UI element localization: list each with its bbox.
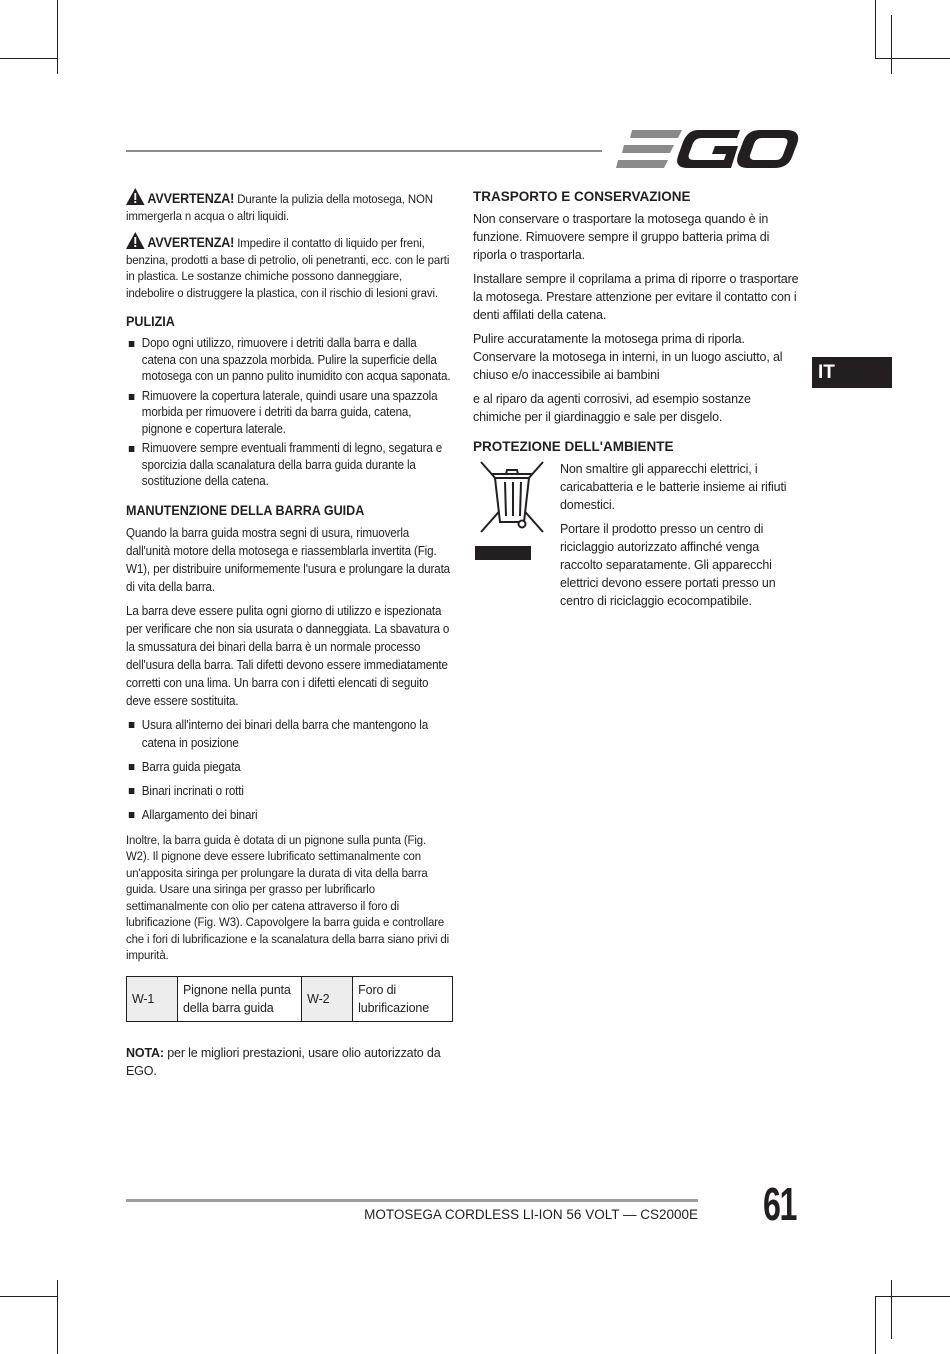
paragraph: La barra deve essere pulita ogni giorno di utilizzo e ispezionata per verificare che non sia usurata o danneggiata. La sbavatura o la smussatura dei binari della barra è un normale processo dell'usura della barra. Tali difetti devono essere immediatamente corretti con una lima. Un barra con i difetti elencati di seguito deve essere sostituita. bbox=[126, 603, 450, 708]
section-heading-trasporto: TRASPORTO E CONSERVAZIONE bbox=[473, 189, 691, 204]
defects-list bbox=[126, 716, 452, 824]
weee-icon bbox=[473, 460, 560, 616]
crop-mark bbox=[57, 1280, 58, 1354]
warning-plastic bbox=[126, 232, 452, 301]
warning-text: Impedire il contatto di liquido per freni, benzina, prodotti a base di petrolio, oli penetranti, ecc. con le parti in plastica. Le sostanze chimiche possono danneggiare, indebolire o distruggere la plastica, con il rischio di lesioni gravi. bbox=[126, 236, 450, 300]
footer-rule bbox=[126, 1199, 698, 1202]
warning-triangle-icon bbox=[126, 232, 145, 249]
crop-mark bbox=[875, 1296, 876, 1354]
legend-code: W-2 bbox=[302, 976, 353, 1021]
crop-mark bbox=[0, 58, 58, 59]
list-item: Dopo ogni utilizzo, rimuovere i detriti dalla barra e dalla catena con una spazzola morbida. Pulire la superficie della motosega con un panno pulito inumidito con acqua saponata. bbox=[126, 335, 452, 385]
paragraph: Installare sempre il coprilama a prima di riporre o trasportare la motosega. Prestare attenzione per evitare il contatto con i denti affilati della catena. bbox=[473, 272, 799, 322]
note-text: per le migliori prestazioni, usare olio autorizzato da EGO. bbox=[126, 1045, 441, 1078]
crop-mark bbox=[875, 0, 876, 58]
page-number: 61 bbox=[763, 1178, 797, 1230]
header-rule bbox=[126, 150, 602, 152]
table-row bbox=[127, 976, 453, 1021]
list-item: Allargamento dei binari bbox=[126, 806, 452, 824]
section-heading-pulizia: PULIZIA bbox=[126, 314, 175, 329]
paragraph: Pulire accuratamente la motosega prima di riporla. Conservare la motosega in interni, in un luogo asciutto, al chiuso e/o inaccessibile ai bambini bbox=[473, 332, 783, 382]
list-item: Usura all'interno dei binari della barra che mantengono la catena in posizione bbox=[126, 716, 452, 752]
crop-mark bbox=[0, 1296, 58, 1297]
warning-cleaning bbox=[126, 188, 452, 224]
warning-triangle-icon bbox=[126, 188, 145, 205]
crop-mark bbox=[891, 15, 892, 74]
paragraph: e al riparo da agenti corrosivi, ad esempio sostanze chimiche per il giardinaggio e sale per disgelo. bbox=[473, 392, 751, 424]
crop-mark bbox=[875, 1296, 950, 1297]
warning-text: Durante la pulizia della motosega, NON immergerla n acqua o altri liquidi. bbox=[126, 192, 433, 223]
legend-code: W-1 bbox=[127, 976, 178, 1021]
paragraph: Inoltre, la barra guida è dotata di un pignone sulla punta (Fig. W2). Il pignone deve essere lubrificato settimanalmente con un'apposita siringa per prolungare la durata di vita della barra guida. Usare una siringa per grasso per lubrificarlo settimanalmente con olio per catena attraverso il foro di lubrificazione (Fig. W3). Capovolgere la barra guida e controllare che i fori di lubrificazione e la scanalatura della barra siano privi di impurità. bbox=[126, 832, 450, 962]
crop-mark bbox=[57, 0, 58, 74]
legend-label: Foro di lubrificazione bbox=[353, 976, 453, 1021]
note bbox=[126, 1044, 453, 1080]
paragraph: Non smaltire gli apparecchi elettrici, i caricabatteria e le batterie insieme ai rifiuti domestici. bbox=[560, 462, 787, 512]
language-tab: IT bbox=[812, 357, 892, 388]
warning-title: AVVERTENZA! bbox=[147, 235, 235, 250]
section-heading-ambiente: PROTEZIONE DELL'AMBIENTE bbox=[473, 439, 674, 454]
legend-label: Pignone nella punta della barra guida bbox=[178, 976, 302, 1021]
pulizia-list bbox=[126, 335, 452, 490]
footer-title: MOTOSEGA CORDLESS LI-ION 56 VOLT — CS2000E bbox=[364, 1207, 698, 1222]
section-heading-manutenzione: MANUTENZIONE DELLA BARRA GUIDA bbox=[126, 502, 365, 518]
note-label: NOTA: bbox=[126, 1045, 164, 1060]
list-item: Rimuovere sempre eventuali frammenti di legno, segatura e sporcizia dalla scanalatura della barra guida durante la sostituzione della catena. bbox=[126, 440, 452, 490]
figure-legend-table bbox=[126, 976, 453, 1022]
paragraph: Quando la barra guida mostra segni di usura, rimuoverla dall'unità motore della motosega e riassemblarla invertita (Fig. W1), per distribuire uniformemente l'usura e prolungare la durata di vita della barra. bbox=[126, 525, 450, 594]
list-item: Rimuovere la copertura laterale, quindi usare una spazzola morbida per rimuovere i detriti da barra guida, catena, pignone e copertura laterale. bbox=[126, 388, 452, 438]
list-item: Binari incrinati o rotti bbox=[126, 782, 452, 800]
crop-mark bbox=[891, 1280, 892, 1339]
environment-block bbox=[473, 460, 800, 616]
list-item: Barra guida piegata bbox=[126, 758, 452, 776]
paragraph: Non conservare o trasportare la motosega quando è in funzione. Rimuovere sempre il gruppo batteria prima di riporla o trasportarla. bbox=[473, 212, 770, 262]
ego-logo bbox=[616, 128, 800, 175]
warning-title: AVVERTENZA! bbox=[147, 191, 235, 206]
crop-mark bbox=[875, 58, 950, 59]
paragraph: Portare il prodotto presso un centro di riciclaggio autorizzato affinché venga raccolto separatamente. Gli apparecchi elettrici devono essere portati presso un centro di riciclaggio ecocompatibile. bbox=[560, 522, 776, 608]
